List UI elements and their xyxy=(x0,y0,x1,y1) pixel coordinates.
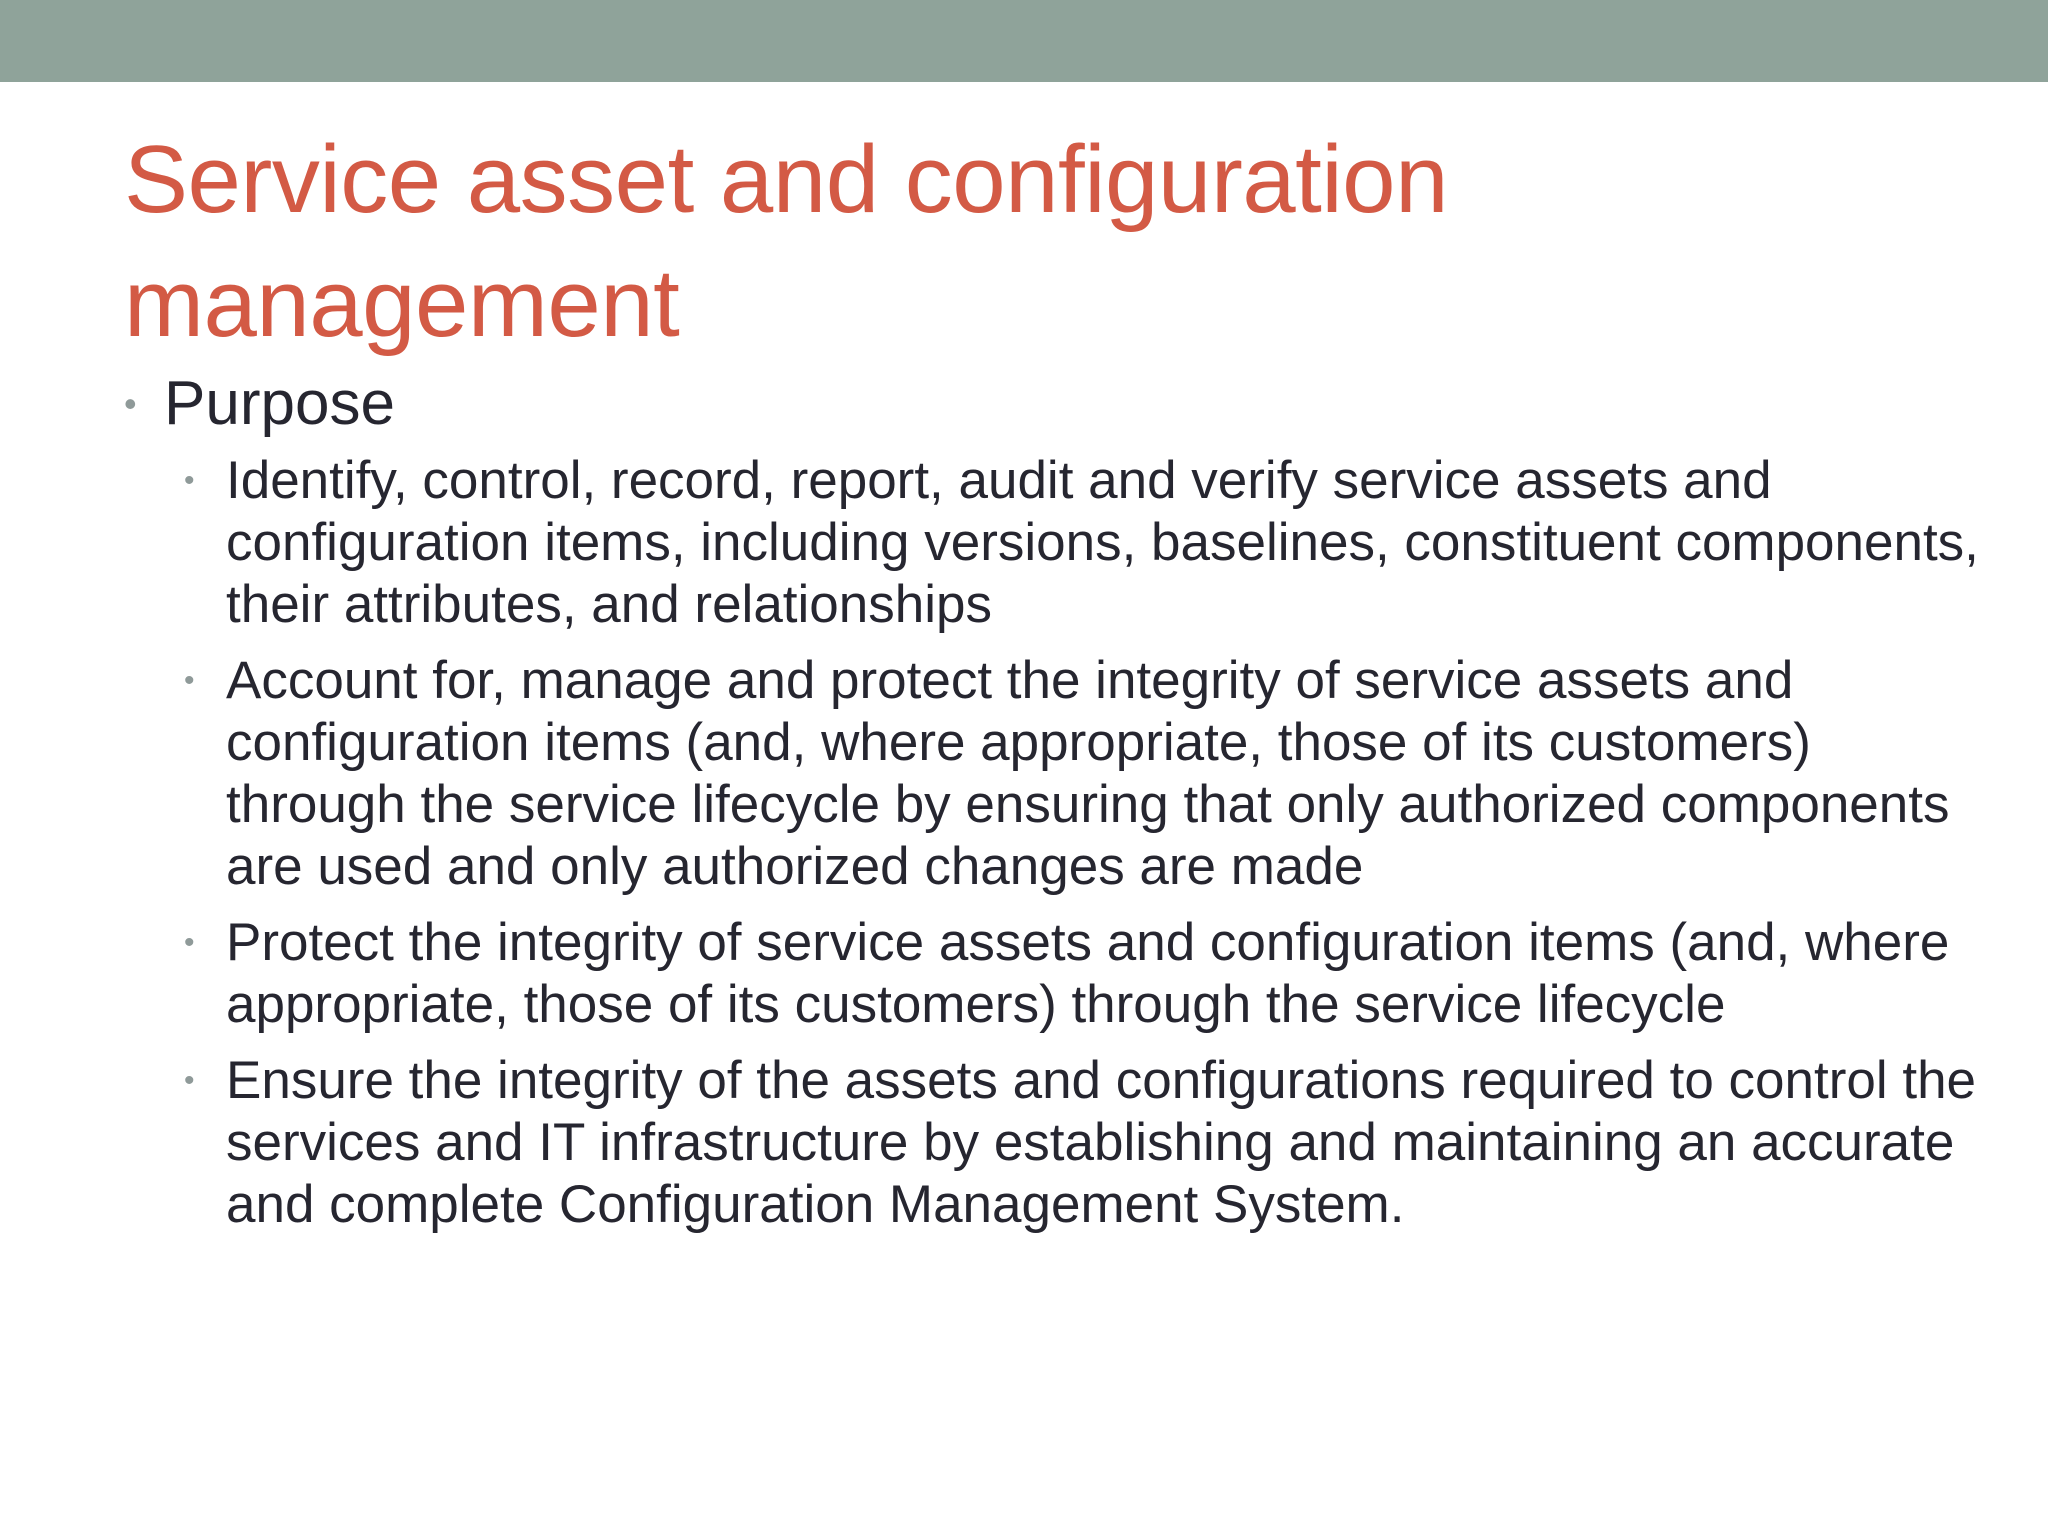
slide-body xyxy=(124,366,1994,1250)
bullet-icon: • xyxy=(184,464,195,497)
purpose-points-list xyxy=(124,450,1994,1236)
list-item xyxy=(124,912,1994,1036)
list-item xyxy=(124,450,1994,636)
bullet-icon: • xyxy=(184,926,195,959)
bullet-icon: • xyxy=(184,664,195,697)
top-color-band xyxy=(0,0,2048,82)
list-item-text: Account for, manage and protect the integrity of service assets and configuration items (and, where appropriate, those of its customers) through the service lifecycle by ensuring that only authorized components are used and only authorized changes are made xyxy=(226,651,1950,896)
list-item xyxy=(124,650,1994,898)
list-item-text: Protect the integrity of service assets and configuration items (and, where appropriate, those of its customers) through the service lifecycle xyxy=(226,913,1950,1034)
list-item-text: Identify, control, record, report, audit and verify service assets and configuration items, including versions, baselines, constituent components, their attributes, and relationships xyxy=(226,451,1979,634)
bullet-icon: • xyxy=(124,383,137,424)
purpose-heading: Purpose xyxy=(164,369,395,438)
bullet-icon: • xyxy=(184,1064,195,1097)
purpose-heading-item xyxy=(124,366,1994,442)
list-item-text: Ensure the integrity of the assets and configurations required to control the services and IT infrastructure by establishing and maintaining an accurate and complete Configuration Management System. xyxy=(226,1051,1977,1234)
list-item xyxy=(124,1050,1994,1236)
slide-title: Service asset and configuration management xyxy=(124,126,1448,357)
